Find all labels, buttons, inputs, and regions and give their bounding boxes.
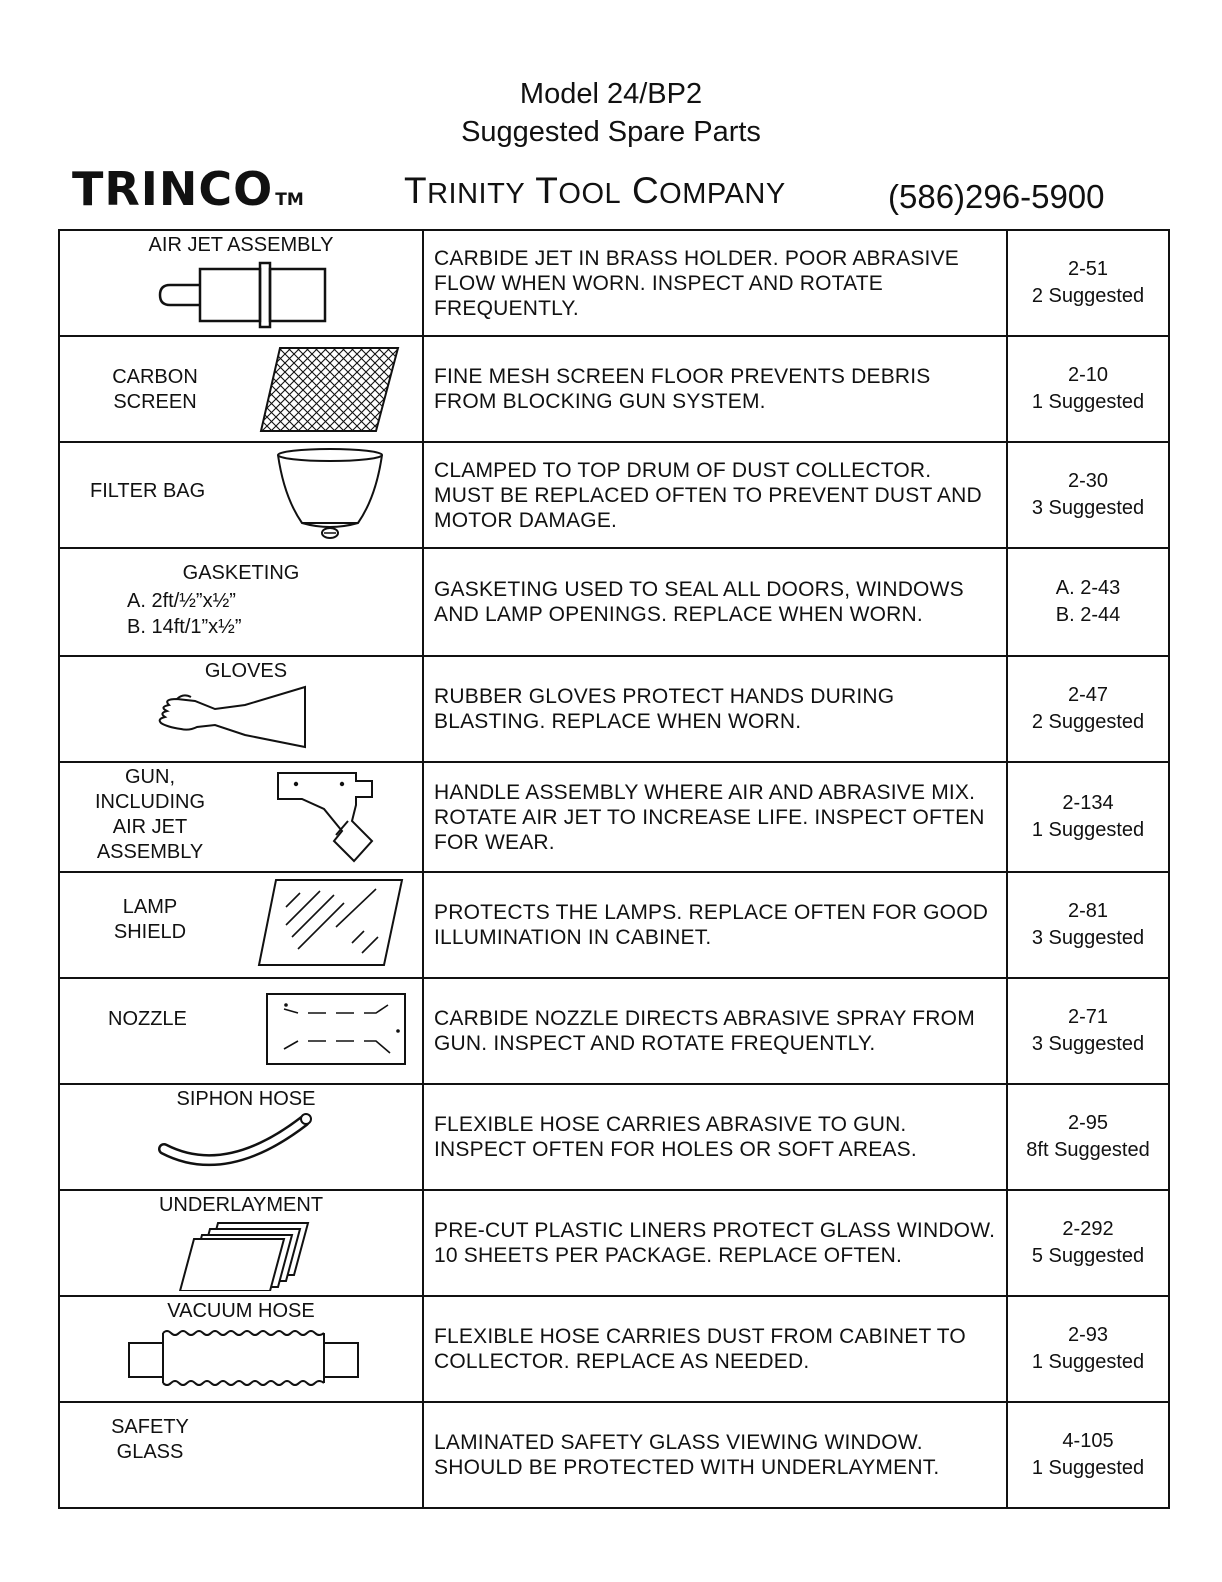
part-number: 2-93	[1067, 1324, 1109, 1346]
phone-number: (586)296-5900	[888, 178, 1105, 215]
part-description: GASKETING USED TO SEAL ALL DOORS, WINDOWS AND LAMP OPENINGS. REPLACE WHEN WORN.	[423, 548, 1007, 656]
part-description: FINE MESH SCREEN FLOOR PREVENTS DEBRIS FROM BLOCKING GUN SYSTEM.	[423, 336, 1007, 442]
part-number: 2-292	[1062, 1218, 1114, 1240]
brand-logo	[72, 162, 304, 216]
company-name: TRINITY TOOL COMPANY	[404, 170, 786, 211]
part-number-cell	[1007, 872, 1169, 978]
part-name: UNDERLAYMENT	[158, 1194, 324, 1216]
part-name-cell	[59, 548, 423, 656]
part-name-cell	[59, 230, 423, 336]
suggested-qty: 1 Suggested	[1031, 819, 1145, 841]
suggested-qty: 1 Suggested	[1031, 1351, 1145, 1373]
part-number-cell	[1007, 1402, 1169, 1508]
part-name-cell	[59, 656, 423, 762]
part-name: CARBON SCREEN	[112, 366, 198, 413]
gasket-option-b: B. 14ft/1”x½”	[127, 616, 242, 638]
table-row	[59, 1190, 1169, 1296]
part-name: FILTER BAG	[90, 480, 206, 502]
table-row	[59, 1402, 1169, 1508]
part-number: 2-51	[1067, 258, 1109, 280]
part-name: LAMP SHIELD	[113, 896, 187, 943]
part-number: 2-134	[1062, 792, 1114, 814]
part-name: AIR JET ASSEMBLY	[148, 234, 334, 256]
table-row	[59, 762, 1169, 872]
part-number-cell	[1007, 442, 1169, 548]
suggested-qty: 8ft Suggested	[1026, 1139, 1150, 1161]
suggested-qty: 3 Suggested	[1031, 1033, 1145, 1055]
table-row	[59, 548, 1169, 656]
table-row	[59, 336, 1169, 442]
table-row	[59, 1296, 1169, 1402]
suggested-qty: 2 Suggested	[1031, 285, 1145, 307]
part-name: GASKETING	[182, 562, 300, 584]
part-name: VACUUM HOSE	[167, 1300, 315, 1322]
filter-bag-icon	[270, 447, 390, 543]
table-row	[59, 872, 1169, 978]
part-number: 2-30	[1067, 470, 1109, 492]
part-name: GUN, INCLUDING AIR JET ASSEMBLY	[94, 766, 205, 863]
part-number-cell	[1007, 548, 1169, 656]
part-name-cell	[59, 336, 423, 442]
part-description: FLEXIBLE HOSE CARRIES ABRASIVE TO GUN. INSPECT OFTEN FOR HOLES OR SOFT AREAS.	[423, 1084, 1007, 1190]
table-row	[59, 1084, 1169, 1190]
suggested-qty: 2 Suggested	[1031, 711, 1145, 733]
part-description: HANDLE ASSEMBLY WHERE AIR AND ABRASIVE MIX. ROTATE AIR JET TO INCREASE LIFE. INSPECT OFTEN FOR WEAR.	[423, 762, 1007, 872]
suggested-qty: 1 Suggested	[1031, 391, 1145, 413]
part-number-cell	[1007, 978, 1169, 1084]
part-number-cell	[1007, 1190, 1169, 1296]
part-description: PROTECTS THE LAMPS. REPLACE OFTEN FOR GOOD ILLUMINATION IN CABINET.	[423, 872, 1007, 978]
part-number-cell	[1007, 1084, 1169, 1190]
siphon-hose-icon	[156, 1111, 326, 1173]
part-name: GLOVES	[204, 660, 288, 682]
part-number-b: B. 2-44	[1055, 604, 1121, 626]
air-jet-icon	[155, 259, 335, 329]
part-number-cell	[1007, 230, 1169, 336]
part-number-cell	[1007, 762, 1169, 872]
table-row	[59, 230, 1169, 336]
glove-icon	[155, 683, 315, 755]
part-name-cell	[59, 1296, 423, 1402]
suggested-qty: 3 Suggested	[1031, 927, 1145, 949]
nozzle-icon	[264, 991, 408, 1067]
spare-parts-table	[58, 229, 1170, 1509]
part-name-cell	[59, 1084, 423, 1190]
mesh-screen-icon	[258, 345, 403, 435]
part-number-a: A. 2-43	[1055, 577, 1121, 599]
part-number: 2-10	[1067, 364, 1109, 386]
part-description: RUBBER GLOVES PROTECT HANDS DURING BLASTING. REPLACE WHEN WORN.	[423, 656, 1007, 762]
part-number: 2-95	[1067, 1112, 1109, 1134]
part-description: CARBIDE JET IN BRASS HOLDER. POOR ABRASIVE FLOW WHEN WORN. INSPECT AND ROTATE FREQUENTLY.	[423, 230, 1007, 336]
part-number: 2-71	[1067, 1006, 1109, 1028]
page-subtitle: Suggested Spare Parts	[461, 116, 761, 148]
part-name: SIPHON HOSE	[176, 1088, 316, 1110]
part-name-cell	[59, 978, 423, 1084]
suggested-qty: 1 Suggested	[1031, 1457, 1145, 1479]
part-name-cell	[59, 762, 423, 872]
lamp-shield-icon	[256, 877, 406, 969]
part-number-cell	[1007, 656, 1169, 762]
brand-name: TRINCO	[72, 162, 274, 216]
part-name: SAFETY GLASS	[111, 1416, 189, 1463]
vacuum-hose-icon	[126, 1325, 362, 1389]
part-name-cell	[59, 1402, 423, 1508]
part-number-cell	[1007, 1296, 1169, 1402]
part-number: 2-47	[1067, 684, 1109, 706]
table-row	[59, 442, 1169, 548]
part-number: 4-105	[1062, 1430, 1114, 1452]
suggested-qty: 5 Suggested	[1031, 1245, 1145, 1267]
part-number-cell	[1007, 336, 1169, 442]
part-description: CLAMPED TO TOP DRUM OF DUST COLLECTOR. MUST BE REPLACED OFTEN TO PREVENT DUST AND MOTOR DAMAGE.	[423, 442, 1007, 548]
part-name: NOZZLE	[108, 1008, 187, 1030]
part-description: CARBIDE NOZZLE DIRECTS ABRASIVE SPRAY FROM GUN. INSPECT AND ROTATE FREQUENTLY.	[423, 978, 1007, 1084]
suggested-qty: 3 Suggested	[1031, 497, 1145, 519]
part-name-cell	[59, 442, 423, 548]
part-name-cell	[59, 872, 423, 978]
brand-trademark: TM	[275, 190, 304, 210]
underlayment-sheets-icon	[170, 1219, 310, 1291]
gasket-option-a: A. 2ft/½”x½”	[127, 590, 236, 612]
part-description: PRE-CUT PLASTIC LINERS PROTECT GLASS WINDOW. 10 SHEETS PER PACKAGE. REPLACE OFTEN.	[423, 1190, 1007, 1296]
part-description: LAMINATED SAFETY GLASS VIEWING WINDOW. SHOULD BE PROTECTED WITH UNDERLAYMENT.	[423, 1402, 1007, 1508]
part-description: FLEXIBLE HOSE CARRIES DUST FROM CABINET TO COLLECTOR. REPLACE AS NEEDED.	[423, 1296, 1007, 1402]
table-row	[59, 978, 1169, 1084]
part-number: 2-81	[1067, 900, 1109, 922]
part-name-cell	[59, 1190, 423, 1296]
table-row	[59, 656, 1169, 762]
page-title: Model 24/BP2	[519, 78, 703, 110]
gun-icon	[272, 769, 392, 865]
